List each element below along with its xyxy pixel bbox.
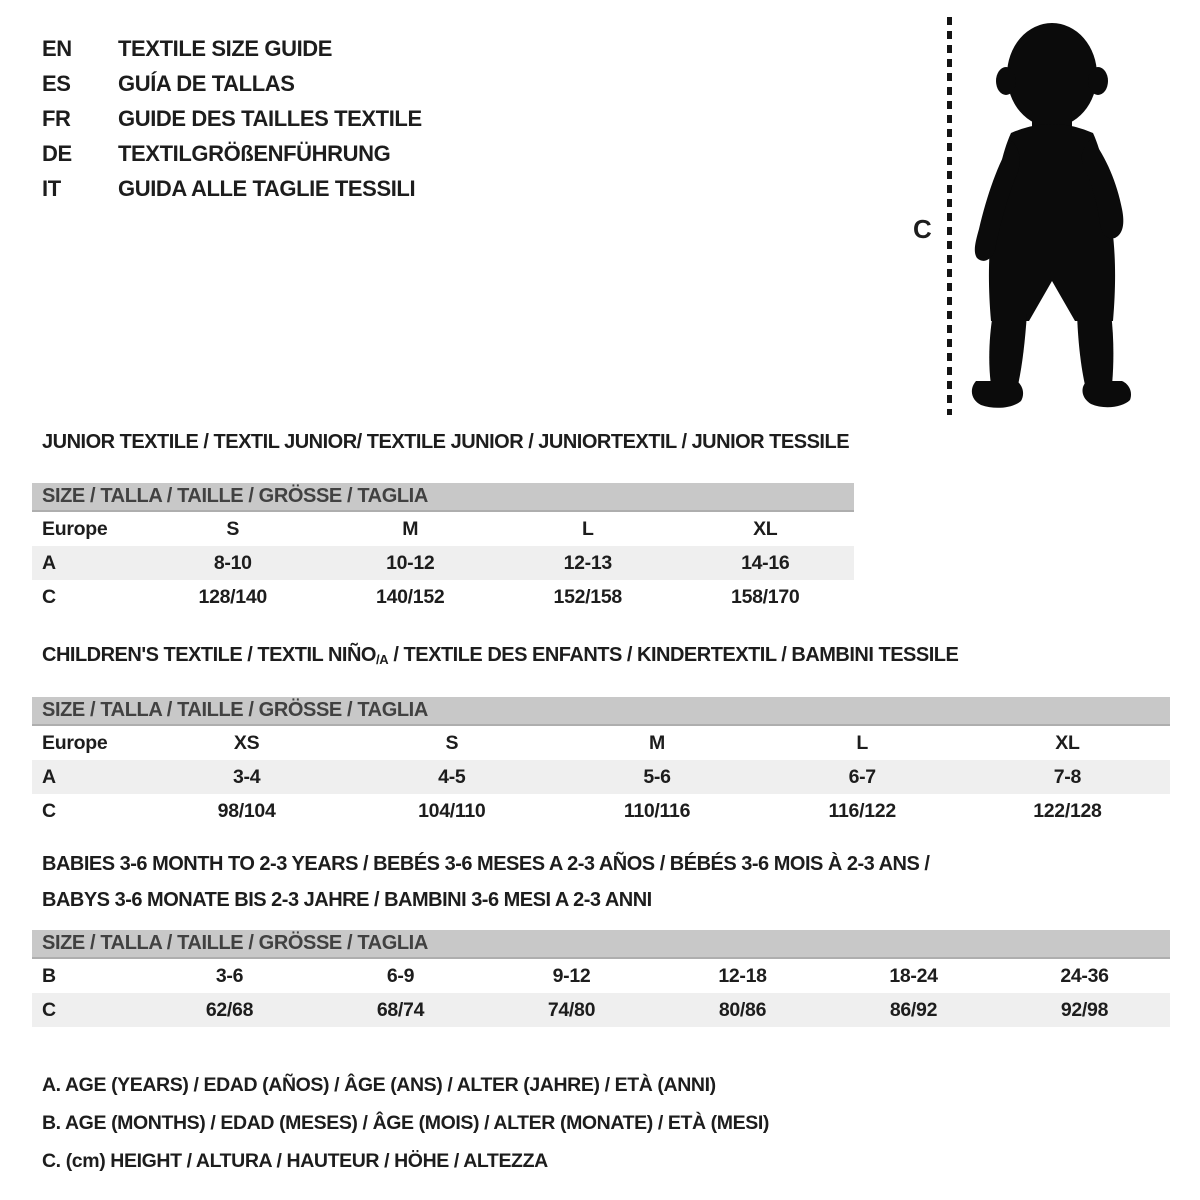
height-cell: 98/104 <box>217 799 276 822</box>
size-header-bar: SIZE / TALLA / TAILLE / GRÖSSE / TAGLIA <box>32 930 1170 959</box>
age-cell: 4-5 <box>438 765 466 788</box>
height-cell: 80/86 <box>718 998 767 1021</box>
legend-line-a: A. AGE (YEARS) / EDAD (AÑOS) / ÂGE (ANS) / ALTER (JAHRE) / ETÀ (ANNI) <box>42 1073 716 1096</box>
row-label: A <box>42 551 56 574</box>
heading-part: CHILDREN'S TEXTILE / TEXTIL NIÑO <box>42 644 376 666</box>
language-row-es <box>42 66 422 101</box>
size-cell: XL <box>753 517 778 540</box>
height-cell: 152/158 <box>553 585 622 608</box>
age-cell: 8-10 <box>213 551 252 574</box>
guide-title: GUIDE DES TAILLES TEXTILE <box>118 105 422 131</box>
age-cell: 9-12 <box>552 964 591 987</box>
heading-subscript: /A <box>375 652 389 667</box>
height-cell: 62/68 <box>205 998 254 1021</box>
height-cell: 128/140 <box>198 585 267 608</box>
row-label: C <box>42 585 56 608</box>
section-heading <box>42 643 1170 672</box>
height-cell: 158/170 <box>731 585 800 608</box>
size-cell: XS <box>233 731 260 754</box>
language-row-en <box>42 31 422 66</box>
guide-title: TEXTILGRÖßENFÜHRUNG <box>118 140 391 166</box>
height-measure-dashed-line <box>947 17 952 415</box>
table-row <box>32 794 1170 828</box>
age-cell: 24-36 <box>1060 964 1109 987</box>
age-cell: 6-7 <box>848 765 876 788</box>
measurement-legend <box>42 1066 769 1180</box>
section-babies-textile <box>32 846 1170 1027</box>
age-cell: 12-18 <box>718 964 767 987</box>
age-cell: 3-6 <box>215 964 244 987</box>
language-code: IT <box>42 175 61 201</box>
age-cell: 12-13 <box>563 551 612 574</box>
age-cell: 6-9 <box>386 964 415 987</box>
guide-title: GUIDA ALLE TAGLIE TESSILI <box>118 175 416 201</box>
size-header-bar: SIZE / TALLA / TAILLE / GRÖSSE / TAGLIA <box>32 483 854 512</box>
size-cell: XL <box>1055 731 1080 754</box>
section-children-textile <box>32 643 1170 828</box>
language-code: DE <box>42 140 72 166</box>
height-cell: 116/122 <box>828 799 896 822</box>
height-cell: 74/80 <box>547 998 596 1021</box>
legend-line-c: C. (cm) HEIGHT / ALTURA / HAUTEUR / HÖHE / ALTEZZA <box>42 1149 548 1172</box>
language-row-fr <box>42 101 422 136</box>
size-cell: L <box>581 517 594 540</box>
table-row <box>32 546 854 580</box>
height-cell: 92/98 <box>1060 998 1109 1021</box>
table-row <box>32 993 1170 1027</box>
height-cell: 68/74 <box>376 998 425 1021</box>
height-cell: 140/152 <box>376 585 445 608</box>
size-header-bar: SIZE / TALLA / TAILLE / GRÖSSE / TAGLIA <box>32 697 1170 726</box>
guide-title: GUÍA DE TALLAS <box>118 70 295 96</box>
size-cell: M <box>649 731 665 754</box>
language-code: FR <box>42 105 71 131</box>
table-row <box>32 959 1170 993</box>
table-row <box>32 512 854 546</box>
age-cell: 14-16 <box>741 551 790 574</box>
height-cell: 110/116 <box>623 799 691 822</box>
size-cell: L <box>856 731 869 754</box>
table-row <box>32 760 1170 794</box>
language-code: ES <box>42 70 71 96</box>
language-row-de <box>42 136 422 171</box>
guide-title: TEXTILE SIZE GUIDE <box>118 35 333 61</box>
age-cell: 7-8 <box>1053 765 1082 788</box>
language-row-it <box>42 171 422 206</box>
height-measure-label: C <box>913 214 932 244</box>
row-label: B <box>42 964 56 987</box>
age-cell: 3-4 <box>232 765 261 788</box>
size-cell: S <box>226 517 240 540</box>
age-cell: 10-12 <box>386 551 435 574</box>
section-heading-line2: BABYS 3-6 MONATE BIS 2-3 JAHRE / BAMBINI 3-6 MESI A 2-3 ANNI <box>42 889 652 911</box>
row-label: Europe <box>42 731 108 754</box>
table-row <box>32 580 854 614</box>
row-label: Europe <box>42 517 108 540</box>
row-label: C <box>42 998 56 1021</box>
age-cell: 18-24 <box>889 964 938 987</box>
size-cell: S <box>445 731 459 754</box>
size-cell: M <box>402 517 419 540</box>
section-heading: JUNIOR TEXTILE / TEXTIL JUNIOR/ TEXTILE JUNIOR / JUNIORTEXTIL / JUNIOR TESSILE <box>42 431 850 453</box>
toddler-silhouette-icon <box>963 15 1140 415</box>
row-label: A <box>42 765 56 788</box>
height-cell: 104/110 <box>418 799 486 822</box>
row-label: C <box>42 799 56 822</box>
height-cell: 122/128 <box>1033 799 1102 822</box>
age-cell: 5-6 <box>643 765 671 788</box>
language-title-list <box>42 31 422 206</box>
section-heading-line1: BABIES 3-6 MONTH TO 2-3 YEARS / BEBÉS 3-6 MESES A 2-3 AÑOS / BÉBÉS 3-6 MOIS À 2-3 ANS / <box>42 853 930 875</box>
height-cell: 86/92 <box>889 998 938 1021</box>
language-code: EN <box>42 35 72 61</box>
heading-part: / TEXTILE DES ENFANTS / KINDERTEXTIL / BAMBINI TESSILE <box>388 644 959 666</box>
legend-line-b: B. AGE (MONTHS) / EDAD (MESES) / ÂGE (MOIS) / ALTER (MONATE) / ETÀ (MESI) <box>42 1111 769 1134</box>
section-junior-textile <box>32 430 854 614</box>
table-row <box>32 726 1170 760</box>
